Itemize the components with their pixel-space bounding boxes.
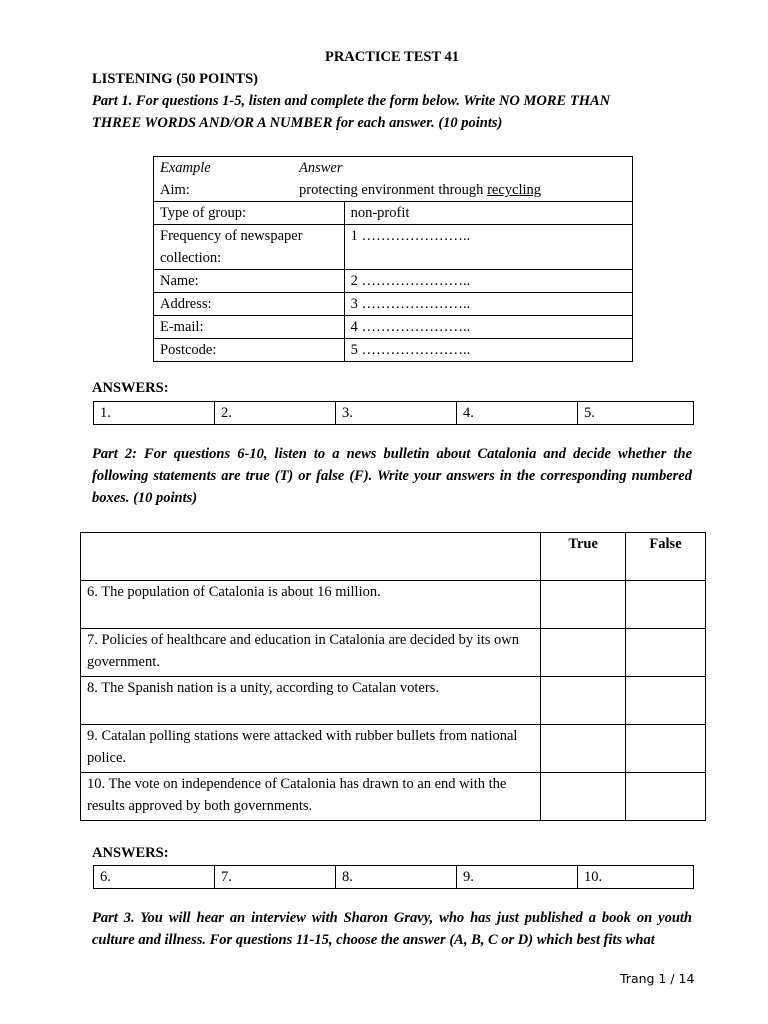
answers2-heading: ANSWERS: (92, 845, 169, 861)
aim-value-underlined: recycling (487, 182, 542, 198)
answer-box[interactable]: 4. (457, 402, 578, 425)
statement-text: 8. The Spanish nation is a unity, according to Catalan voters. (81, 677, 541, 725)
answer-box[interactable]: 5. (578, 402, 694, 425)
answer-box[interactable]: 6. (94, 866, 215, 889)
true-box[interactable] (541, 581, 626, 629)
table-row (81, 725, 706, 773)
part1-instruction-line1: Part 1. For questions 1-5, listen and complete the form below. Write NO MORE THAN (92, 93, 611, 109)
page-title: PRACTICE TEST 41 (324, 49, 460, 65)
answer-box[interactable]: 2. (215, 402, 336, 425)
aim-label: Aim: (160, 182, 190, 198)
table-row (81, 677, 706, 725)
false-header: False (626, 533, 706, 581)
form-label: Type of group: (154, 202, 345, 225)
answers1-table (93, 401, 694, 425)
form-row (154, 339, 633, 362)
form-value: 4 ………………….. (344, 316, 632, 339)
aim-value (299, 179, 541, 201)
statement-header-blank (81, 533, 541, 581)
page-number: Trang 1 / 14 (620, 971, 695, 986)
true-header: True (541, 533, 626, 581)
form-row (154, 316, 633, 339)
false-box[interactable] (626, 581, 706, 629)
false-box[interactable] (626, 725, 706, 773)
form-value: non-profit (344, 202, 632, 225)
part2-table (80, 532, 706, 821)
form-row (154, 270, 633, 293)
true-box[interactable] (541, 677, 626, 725)
false-box[interactable] (626, 629, 706, 677)
false-box[interactable] (626, 773, 706, 821)
answer-label: Answer (299, 160, 343, 176)
true-box[interactable] (541, 725, 626, 773)
statement-text: 7. Policies of healthcare and education in Catalonia are decided by its own government. (81, 629, 541, 677)
true-box[interactable] (541, 773, 626, 821)
form-label: Name: (154, 270, 345, 293)
form-label: Postcode: (154, 339, 345, 362)
form-value: 3 ………………….. (344, 293, 632, 316)
answer-box[interactable]: 10. (578, 866, 694, 889)
answer-box[interactable]: 8. (336, 866, 457, 889)
answer-box[interactable]: 9. (457, 866, 578, 889)
example-label: Example (160, 160, 211, 176)
table-row (81, 581, 706, 629)
part1-instruction-line2: THREE WORDS AND/OR A NUMBER for each answer. (10 points) (92, 115, 503, 131)
answers2-table (93, 865, 694, 889)
form-value: 5 ………………….. (344, 339, 632, 362)
table-row (81, 773, 706, 821)
true-box[interactable] (541, 629, 626, 677)
part1-form-table (153, 156, 633, 362)
form-label: E-mail: (154, 316, 345, 339)
form-label: Address: (154, 293, 345, 316)
answer-box[interactable]: 7. (215, 866, 336, 889)
aim-value-text: protecting environment through (299, 182, 488, 198)
form-label: Frequency of newspaper collection: (154, 225, 345, 270)
statement-text: 9. Catalan polling stations were attacked with rubber bullets from national police. (81, 725, 541, 773)
table-row (81, 629, 706, 677)
form-row (154, 293, 633, 316)
statement-text: 10. The vote on independence of Catalonia has drawn to an end with the results approved by both governments. (81, 773, 541, 821)
answer-box[interactable]: 3. (336, 402, 457, 425)
answers1-heading: ANSWERS: (92, 380, 169, 396)
part3-instruction: Part 3. You will hear an interview with Sharon Gravy, who has just published a book on youth culture and illness. For questions 11-15, choose the answer (A, B, C or D) which best fits what (92, 910, 692, 948)
form-row (154, 225, 633, 270)
part2-instruction: Part 2: For questions 6-10, listen to a news bulletin about Catalonia and decide whether the following statements are true (T) or false (F). Write your answers in the corresponding numbered boxes. (10 points) (92, 446, 692, 506)
form-value: 2 ………………….. (344, 270, 632, 293)
example-row (154, 157, 633, 202)
form-row (154, 202, 633, 225)
form-value: 1 ………………….. (344, 225, 632, 270)
statement-text: 6. The population of Catalonia is about 16 million. (81, 581, 541, 629)
false-box[interactable] (626, 677, 706, 725)
answer-box[interactable]: 1. (94, 402, 215, 425)
section-heading: LISTENING (50 POINTS) (92, 71, 258, 87)
